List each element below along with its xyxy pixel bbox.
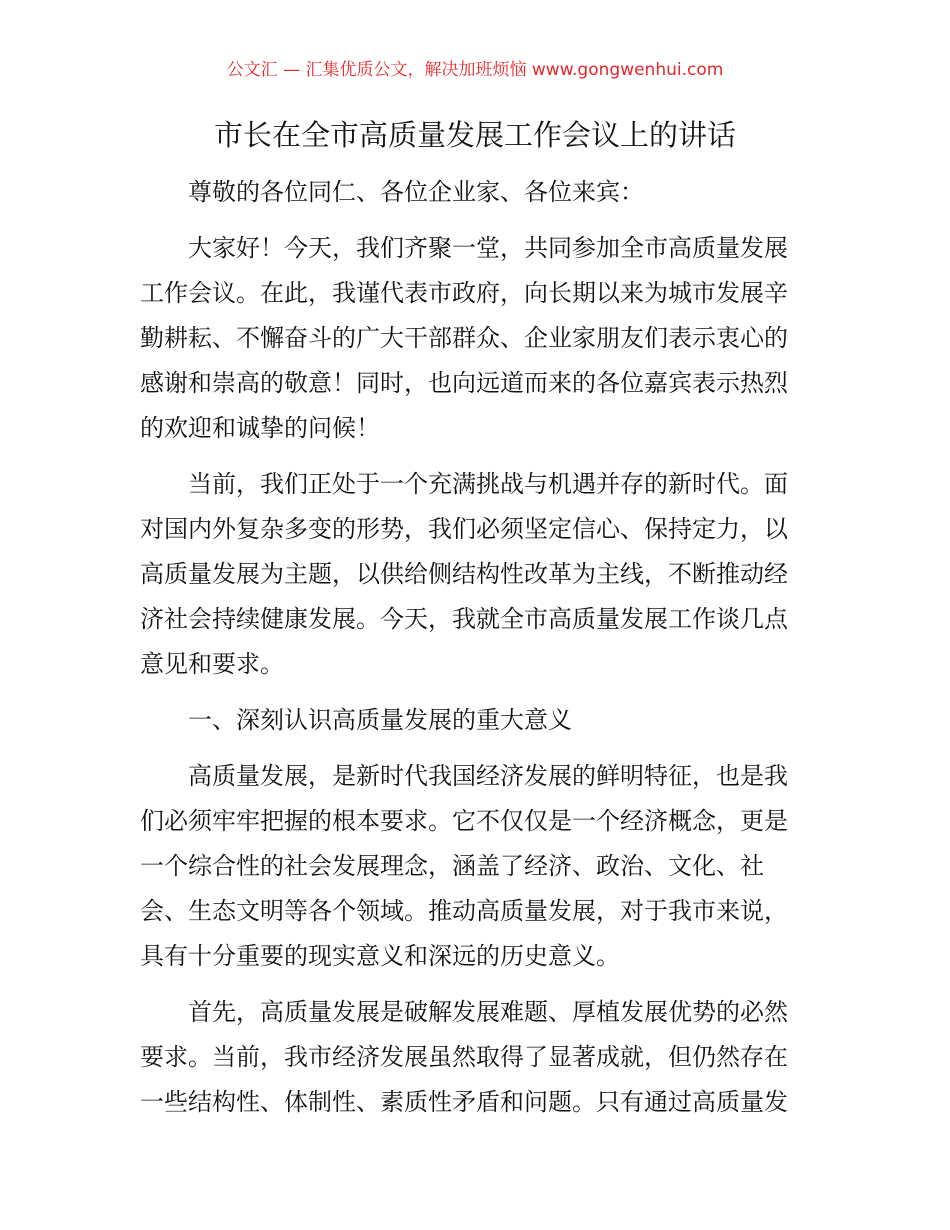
paragraph-line: 一些结构性、体制性、素质性矛盾和问题。只有通过高质量发 [140,1088,788,1116]
context-paragraph [140,462,812,687]
paragraph-line: 工作会议。在此，我谨代表市政府，向长期以来为城市发展辛 [140,279,788,307]
paragraph-line: 感谢和崇高的敬意！同时，也向远道而来的各位嘉宾表示热烈 [140,369,788,397]
paragraph-line: 当前，我们正处于一个充满挑战与机遇并存的新时代。面 [188,470,788,498]
paragraph-line: 对国内外复杂多变的形势，我们必须坚定信心、保持定力，以 [140,515,788,543]
paragraph-line: 高质量发展为主题，以供给侧结构性改革为主线，不断推动经 [140,560,788,588]
paragraph-line: 要求。当前，我市经济发展虽然取得了显著成就，但仍然存在 [140,1043,788,1071]
paragraph-line: 尊敬的各位同仁、各位企业家、各位来宾： [188,178,644,206]
document-title: 市长在全市高质量发展工作会议上的讲话 [213,118,736,152]
greeting-paragraph [140,226,812,451]
paragraph-line: 会、生态文明等各个领域。推动高质量发展，对于我市来说， [140,897,788,925]
first-point-paragraph [140,990,812,1125]
paragraph-line: 的欢迎和诚挚的问候！ [140,414,380,442]
section-heading-1 [140,698,812,743]
paragraph-line: 意见和要求。 [140,650,284,678]
paragraph-line: 高质量发展，是新时代我国经济发展的鲜明特征，也是我 [188,762,788,790]
paragraph-line: 们必须牢牢把握的根本要求。它不仅仅是一个经济概念，更是 [140,807,788,835]
section-heading-line: 一、深刻认识高质量发展的重大意义 [188,706,572,734]
paragraph-line: 大家好！今天，我们齐聚一堂，共同参加全市高质量发展 [188,234,788,262]
paragraph-line: 济社会持续健康发展。今天，我就全市高质量发展工作谈几点 [140,605,788,633]
paragraph-line: 一个综合性的社会发展理念，涵盖了经济、政治、文化、社 [140,852,764,880]
paragraph-line: 具有十分重要的现实意义和深远的历史意义。 [140,942,620,970]
site-banner: 公文汇 — 汇集优质公文，解决加班烦恼 www.gongwenhui.com [226,60,724,80]
salutation-paragraph [140,170,812,215]
paragraph-line: 首先，高质量发展是破解发展难题、厚植发展优势的必然 [188,998,788,1026]
significance-paragraph [140,754,812,979]
document-body [140,170,812,1125]
paragraph-line: 勤耕耘、不懈奋斗的广大干部群众、企业家朋友们表示衷心的 [140,324,788,352]
